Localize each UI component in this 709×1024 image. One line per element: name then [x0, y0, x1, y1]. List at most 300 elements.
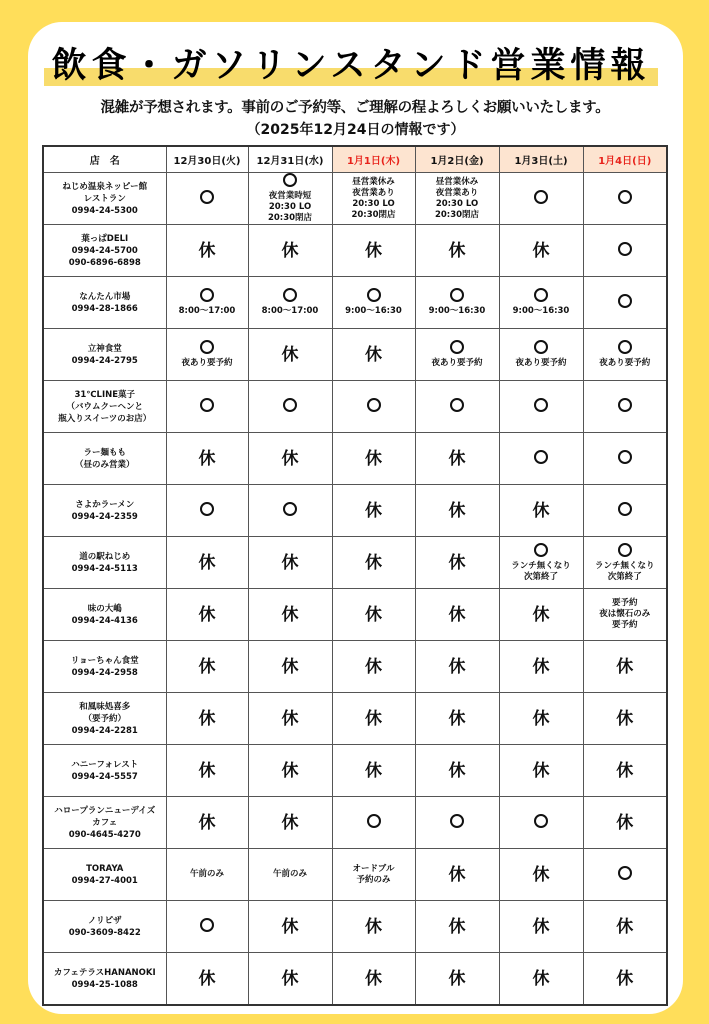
- store-name-cell: [43, 381, 166, 433]
- open-circle-icon: [500, 340, 583, 358]
- status-cell: [499, 745, 583, 797]
- closed-mark: 休: [532, 240, 550, 261]
- closed-mark: 休: [616, 760, 634, 781]
- status-cell: [166, 693, 248, 745]
- circle-icon: [200, 288, 214, 302]
- status-note: 20:30 LO: [268, 202, 312, 212]
- status-cell: [583, 745, 667, 797]
- open-circle-icon: [500, 398, 583, 416]
- store-name-cell: [43, 433, 166, 485]
- status-cell: [332, 901, 415, 953]
- status-cell: [583, 381, 667, 433]
- store-detail: 0994-24-2958: [71, 667, 138, 678]
- closed-mark: 休: [448, 656, 466, 677]
- column-header-store-name: 店 名: [43, 146, 166, 173]
- table-row: [43, 277, 667, 329]
- closed-mark: 休: [281, 968, 299, 989]
- closed-mark: 休: [198, 708, 216, 729]
- table-row: [43, 537, 667, 589]
- open-circle-icon: [500, 288, 583, 306]
- table-row: [43, 329, 667, 381]
- store-detail: 0994-28-1866: [71, 303, 138, 314]
- title-block: [44, 40, 658, 86]
- status-cell: [166, 329, 248, 381]
- status-cell: [415, 589, 499, 641]
- status-cell: [332, 485, 415, 537]
- status-cell: [415, 953, 499, 1006]
- closed-mark: 休: [198, 552, 216, 573]
- closed-mark: 休: [198, 240, 216, 261]
- status-cell: [166, 173, 248, 225]
- store-detail: 0994-24-5300: [71, 205, 138, 216]
- closed-mark: 休: [532, 708, 550, 729]
- circle-icon: [618, 294, 632, 308]
- status-note: 夜営業あり: [352, 187, 395, 198]
- circle-icon: [534, 450, 548, 464]
- store-detail: 0994-24-2359: [71, 511, 138, 522]
- status-note: 要予約: [611, 598, 638, 608]
- open-circle-icon: [416, 814, 499, 832]
- closed-mark: 休: [616, 916, 634, 937]
- status-note: 夜営業時短: [268, 191, 312, 201]
- closed-mark: 休: [365, 500, 382, 521]
- status-cell: [166, 277, 248, 329]
- closed-mark: 休: [281, 760, 299, 781]
- open-circle-icon: [500, 450, 583, 468]
- store-name-cell: [43, 329, 166, 381]
- store-detail: （バウムクーヘンと: [66, 401, 143, 412]
- status-cell: [415, 485, 499, 537]
- status-note: 夜あり要予約: [515, 358, 567, 368]
- status-note: 9:00〜16:30: [512, 306, 570, 316]
- status-cell: [166, 589, 248, 641]
- open-circle-icon: [333, 288, 415, 306]
- status-cell: [415, 901, 499, 953]
- status-cell: [415, 797, 499, 849]
- store-detail: 090-4645-4270: [68, 829, 141, 840]
- status-cell: [166, 537, 248, 589]
- status-note: 昼営業休み: [352, 176, 395, 187]
- status-cell: [332, 849, 415, 901]
- circle-icon: [283, 398, 297, 412]
- store-name: ねじめ温泉ネッピー館: [62, 181, 148, 192]
- status-cell: [248, 849, 332, 901]
- circle-icon: [200, 502, 214, 516]
- status-cell: [415, 745, 499, 797]
- store-detail: 瓶入りスイーツのお店）: [58, 413, 152, 424]
- status-note: 9:00〜16:30: [428, 306, 486, 316]
- circle-icon: [618, 543, 632, 557]
- table-row: [43, 953, 667, 1006]
- closed-mark: 休: [448, 916, 466, 937]
- status-cell: [248, 589, 332, 641]
- status-cell: [499, 953, 583, 1006]
- circle-icon: [534, 398, 548, 412]
- open-circle-icon: [167, 918, 248, 936]
- circle-icon: [618, 398, 632, 412]
- status-cell: [499, 485, 583, 537]
- open-circle-icon: [584, 450, 667, 468]
- closed-mark: 休: [365, 604, 382, 625]
- status-cell: [248, 225, 332, 277]
- store-detail: 0994-24-5700: [71, 245, 138, 256]
- store-name-cell: [43, 485, 166, 537]
- circle-icon: [200, 398, 214, 412]
- status-note: 夜営業あり: [435, 187, 479, 198]
- open-circle-icon: [584, 294, 667, 312]
- store-name: 葉っぱDELI: [81, 233, 129, 244]
- status-note: 予約のみ: [356, 874, 391, 885]
- status-cell: [499, 173, 583, 225]
- status-cell: [583, 641, 667, 693]
- store-name-cell: [43, 901, 166, 953]
- circle-icon: [367, 814, 381, 828]
- status-note: 要予約: [611, 620, 638, 630]
- status-cell: [415, 433, 499, 485]
- status-cell: [332, 277, 415, 329]
- store-name: 立神食堂: [87, 343, 122, 354]
- circle-icon: [450, 398, 464, 412]
- store-name-cell: [43, 797, 166, 849]
- status-note: 次第終了: [607, 571, 642, 582]
- status-cell: [166, 381, 248, 433]
- column-header-date: 12月30日(火): [166, 146, 248, 173]
- closed-mark: 休: [281, 448, 299, 469]
- closed-mark: 休: [365, 552, 382, 573]
- circle-icon: [450, 814, 464, 828]
- closed-mark: 休: [365, 916, 382, 937]
- closed-mark: 休: [616, 968, 634, 989]
- store-detail: 0994-25-1088: [71, 979, 138, 990]
- store-name: さよかラーメン: [75, 499, 135, 510]
- closed-mark: 休: [448, 240, 466, 261]
- closed-mark: 休: [532, 864, 550, 885]
- store-detail: （要予約）: [83, 713, 126, 724]
- status-cell: [332, 641, 415, 693]
- status-note: 20:30閉店: [267, 213, 313, 223]
- open-circle-icon: [584, 398, 667, 416]
- status-cell: [248, 381, 332, 433]
- circle-icon: [618, 242, 632, 256]
- closed-mark: 休: [365, 708, 382, 729]
- open-circle-icon: [249, 288, 332, 306]
- closed-mark: 休: [281, 656, 299, 677]
- store-detail: 090-3609-8422: [68, 927, 141, 938]
- closed-mark: 休: [448, 604, 466, 625]
- table-row: [43, 225, 667, 277]
- store-name: ハニーフォレスト: [71, 759, 139, 770]
- open-circle-icon: [167, 502, 248, 520]
- store-name-cell: [43, 589, 166, 641]
- status-cell: [583, 433, 667, 485]
- closed-mark: 休: [365, 968, 382, 989]
- table-row: [43, 381, 667, 433]
- closed-mark: 休: [198, 604, 216, 625]
- closed-mark: 休: [198, 812, 216, 833]
- status-note: オードブル: [352, 863, 395, 874]
- status-cell: [332, 329, 415, 381]
- closed-mark: 休: [281, 708, 299, 729]
- open-circle-icon: [249, 502, 332, 520]
- table-row: [43, 901, 667, 953]
- closed-mark: 休: [448, 552, 466, 573]
- status-note: 次第終了: [523, 571, 558, 582]
- table-row: [43, 433, 667, 485]
- open-circle-icon: [333, 814, 415, 832]
- status-cell: [248, 953, 332, 1006]
- open-circle-icon: [416, 340, 499, 358]
- status-note: 昼営業休み: [435, 176, 479, 187]
- status-cell: [248, 537, 332, 589]
- circle-icon: [618, 866, 632, 880]
- store-name-cell: [43, 277, 166, 329]
- info-date-note: （2025年12月24日の情報です）: [246, 122, 465, 138]
- closed-mark: 休: [365, 760, 382, 781]
- status-cell: [332, 381, 415, 433]
- circle-icon: [283, 173, 297, 187]
- store-name-cell: [43, 641, 166, 693]
- circle-icon: [534, 543, 548, 557]
- closed-mark: 休: [532, 968, 550, 989]
- status-cell: [499, 329, 583, 381]
- circle-icon: [200, 918, 214, 932]
- open-circle-icon: [249, 398, 332, 416]
- status-cell: [332, 953, 415, 1006]
- closed-mark: 休: [616, 708, 634, 729]
- closed-mark: 休: [281, 552, 299, 573]
- column-header-date: 1月3日(土): [499, 146, 583, 173]
- status-cell: [248, 641, 332, 693]
- circle-icon: [367, 398, 381, 412]
- store-name-cell: [43, 693, 166, 745]
- status-cell: [415, 381, 499, 433]
- open-circle-icon: [500, 190, 583, 208]
- circle-icon: [534, 814, 548, 828]
- status-cell: [166, 901, 248, 953]
- status-cell: [415, 537, 499, 589]
- store-name-cell: [43, 745, 166, 797]
- status-cell: [248, 433, 332, 485]
- column-header-date: 1月2日(金): [415, 146, 499, 173]
- status-note: 8:00〜17:00: [261, 306, 319, 316]
- open-circle-icon: [584, 190, 667, 208]
- subtitle: 混雑が予想されます。事前のご予約等、ご理解の程よろしくお願いいたします。: [100, 100, 610, 116]
- status-cell: [248, 797, 332, 849]
- closed-mark: 休: [532, 604, 550, 625]
- circle-icon: [618, 340, 632, 354]
- status-note: 夜あり要予約: [181, 358, 233, 368]
- status-cell: [332, 693, 415, 745]
- store-name-cell: [43, 225, 166, 277]
- status-cell: [583, 901, 667, 953]
- table-row: [43, 849, 667, 901]
- table-row: [43, 693, 667, 745]
- status-cell: [415, 173, 499, 225]
- closed-mark: 休: [448, 448, 466, 469]
- column-header-date: 1月1日(木): [332, 146, 415, 173]
- status-note: 20:30 LO: [435, 198, 479, 209]
- status-cell: [583, 173, 667, 225]
- status-cell: [499, 433, 583, 485]
- store-name: ハロープランニューデイズ: [54, 805, 156, 816]
- circle-icon: [367, 288, 381, 302]
- column-header-date: 1月4日(日): [583, 146, 667, 173]
- store-name: なんたん市場: [79, 291, 131, 302]
- circle-icon: [450, 340, 464, 354]
- closed-mark: 休: [448, 500, 466, 521]
- status-cell: [499, 641, 583, 693]
- status-cell: [248, 329, 332, 381]
- status-cell: [499, 537, 583, 589]
- status-cell: [583, 849, 667, 901]
- store-name: 和風味処喜多: [79, 701, 131, 712]
- store-name-cell: [43, 849, 166, 901]
- status-note: 9:00〜16:30: [345, 306, 402, 316]
- closed-mark: 休: [532, 760, 550, 781]
- status-cell: [415, 641, 499, 693]
- open-circle-icon: [167, 288, 248, 306]
- open-circle-icon: [416, 398, 499, 416]
- closed-mark: 休: [448, 968, 466, 989]
- store-detail: 0994-24-4136: [71, 615, 138, 626]
- circle-icon: [618, 190, 632, 204]
- open-circle-icon: [584, 242, 667, 260]
- closed-mark: 休: [532, 916, 550, 937]
- circle-icon: [534, 288, 548, 302]
- status-cell: [248, 745, 332, 797]
- circle-icon: [283, 502, 297, 516]
- store-detail: 0994-24-2281: [71, 725, 138, 736]
- circle-icon: [450, 288, 464, 302]
- status-cell: [583, 589, 667, 641]
- store-detail: （昼のみ営業）: [74, 459, 135, 470]
- status-note: 午前のみ: [272, 869, 307, 879]
- open-circle-icon: [500, 543, 583, 561]
- status-cell: [248, 173, 332, 225]
- status-cell: [248, 901, 332, 953]
- status-cell: [583, 537, 667, 589]
- status-note: 20:30閉店: [351, 209, 396, 220]
- status-note: 午前のみ: [189, 869, 224, 879]
- closed-mark: 休: [365, 344, 382, 365]
- status-note: 夜あり要予約: [599, 358, 651, 368]
- status-cell: [583, 225, 667, 277]
- status-cell: [583, 329, 667, 381]
- closed-mark: 休: [365, 656, 382, 677]
- table-header-row: [43, 146, 667, 173]
- store-name-cell: [43, 537, 166, 589]
- open-circle-icon: [584, 866, 667, 884]
- closed-mark: 休: [616, 656, 634, 677]
- status-cell: [166, 433, 248, 485]
- closed-mark: 休: [365, 448, 382, 469]
- closed-mark: 休: [532, 500, 550, 521]
- store-name-cell: [43, 173, 166, 225]
- status-cell: [583, 485, 667, 537]
- status-note: 20:30 LO: [352, 198, 395, 209]
- status-cell: [332, 745, 415, 797]
- closed-mark: 休: [198, 760, 216, 781]
- status-cell: [248, 485, 332, 537]
- open-circle-icon: [333, 398, 415, 416]
- open-circle-icon: [500, 814, 583, 832]
- table-row: [43, 797, 667, 849]
- status-note: 夜は懐石のみ: [599, 609, 651, 619]
- closed-mark: 休: [616, 812, 634, 833]
- table-row: [43, 641, 667, 693]
- status-note: 夜あり要予約: [431, 358, 483, 368]
- open-circle-icon: [249, 173, 332, 191]
- table-row: [43, 485, 667, 537]
- status-cell: [248, 277, 332, 329]
- circle-icon: [200, 340, 214, 354]
- status-cell: [415, 225, 499, 277]
- store-detail: レストラン: [83, 193, 126, 204]
- status-cell: [499, 225, 583, 277]
- store-detail: 0994-27-4001: [71, 875, 138, 886]
- status-cell: [166, 797, 248, 849]
- store-name-cell: [43, 953, 166, 1006]
- status-cell: [499, 277, 583, 329]
- status-cell: [332, 173, 415, 225]
- open-circle-icon: [416, 288, 499, 306]
- status-cell: [415, 277, 499, 329]
- status-cell: [499, 849, 583, 901]
- open-circle-icon: [167, 190, 248, 208]
- closed-mark: 休: [448, 708, 466, 729]
- table-row: [43, 173, 667, 225]
- status-cell: [583, 277, 667, 329]
- closed-mark: 休: [198, 656, 216, 677]
- status-cell: [332, 537, 415, 589]
- status-cell: [499, 693, 583, 745]
- store-name: 味の大嶋: [87, 603, 122, 614]
- open-circle-icon: [167, 398, 248, 416]
- circle-icon: [534, 340, 548, 354]
- page-title: 飲食・ガソリンスタンド営業情報: [51, 46, 651, 86]
- circle-icon: [618, 502, 632, 516]
- status-cell: [332, 589, 415, 641]
- closed-mark: 休: [532, 656, 550, 677]
- table-row: [43, 589, 667, 641]
- closed-mark: 休: [448, 864, 466, 885]
- store-detail: 0994-24-5557: [71, 771, 138, 782]
- status-cell: [332, 797, 415, 849]
- status-cell: [499, 797, 583, 849]
- status-cell: [332, 433, 415, 485]
- circle-icon: [534, 190, 548, 204]
- status-cell: [499, 381, 583, 433]
- status-cell: [166, 745, 248, 797]
- store-name: TORAYA: [86, 863, 124, 874]
- status-cell: [583, 693, 667, 745]
- closed-mark: 休: [365, 240, 382, 261]
- closed-mark: 休: [281, 812, 299, 833]
- table-row: [43, 745, 667, 797]
- store-detail: 0994-24-5113: [71, 563, 138, 574]
- open-circle-icon: [584, 543, 667, 561]
- status-cell: [166, 225, 248, 277]
- store-name: 31℃LINE菓子: [74, 389, 136, 400]
- closed-mark: 休: [281, 240, 299, 261]
- store-name: ラー麺もも: [83, 447, 126, 458]
- status-cell: [166, 953, 248, 1006]
- status-cell: [583, 797, 667, 849]
- store-name: 道の駅ねじめ: [79, 551, 131, 562]
- circle-icon: [283, 288, 297, 302]
- store-detail: カフェ: [92, 817, 118, 828]
- status-cell: [415, 693, 499, 745]
